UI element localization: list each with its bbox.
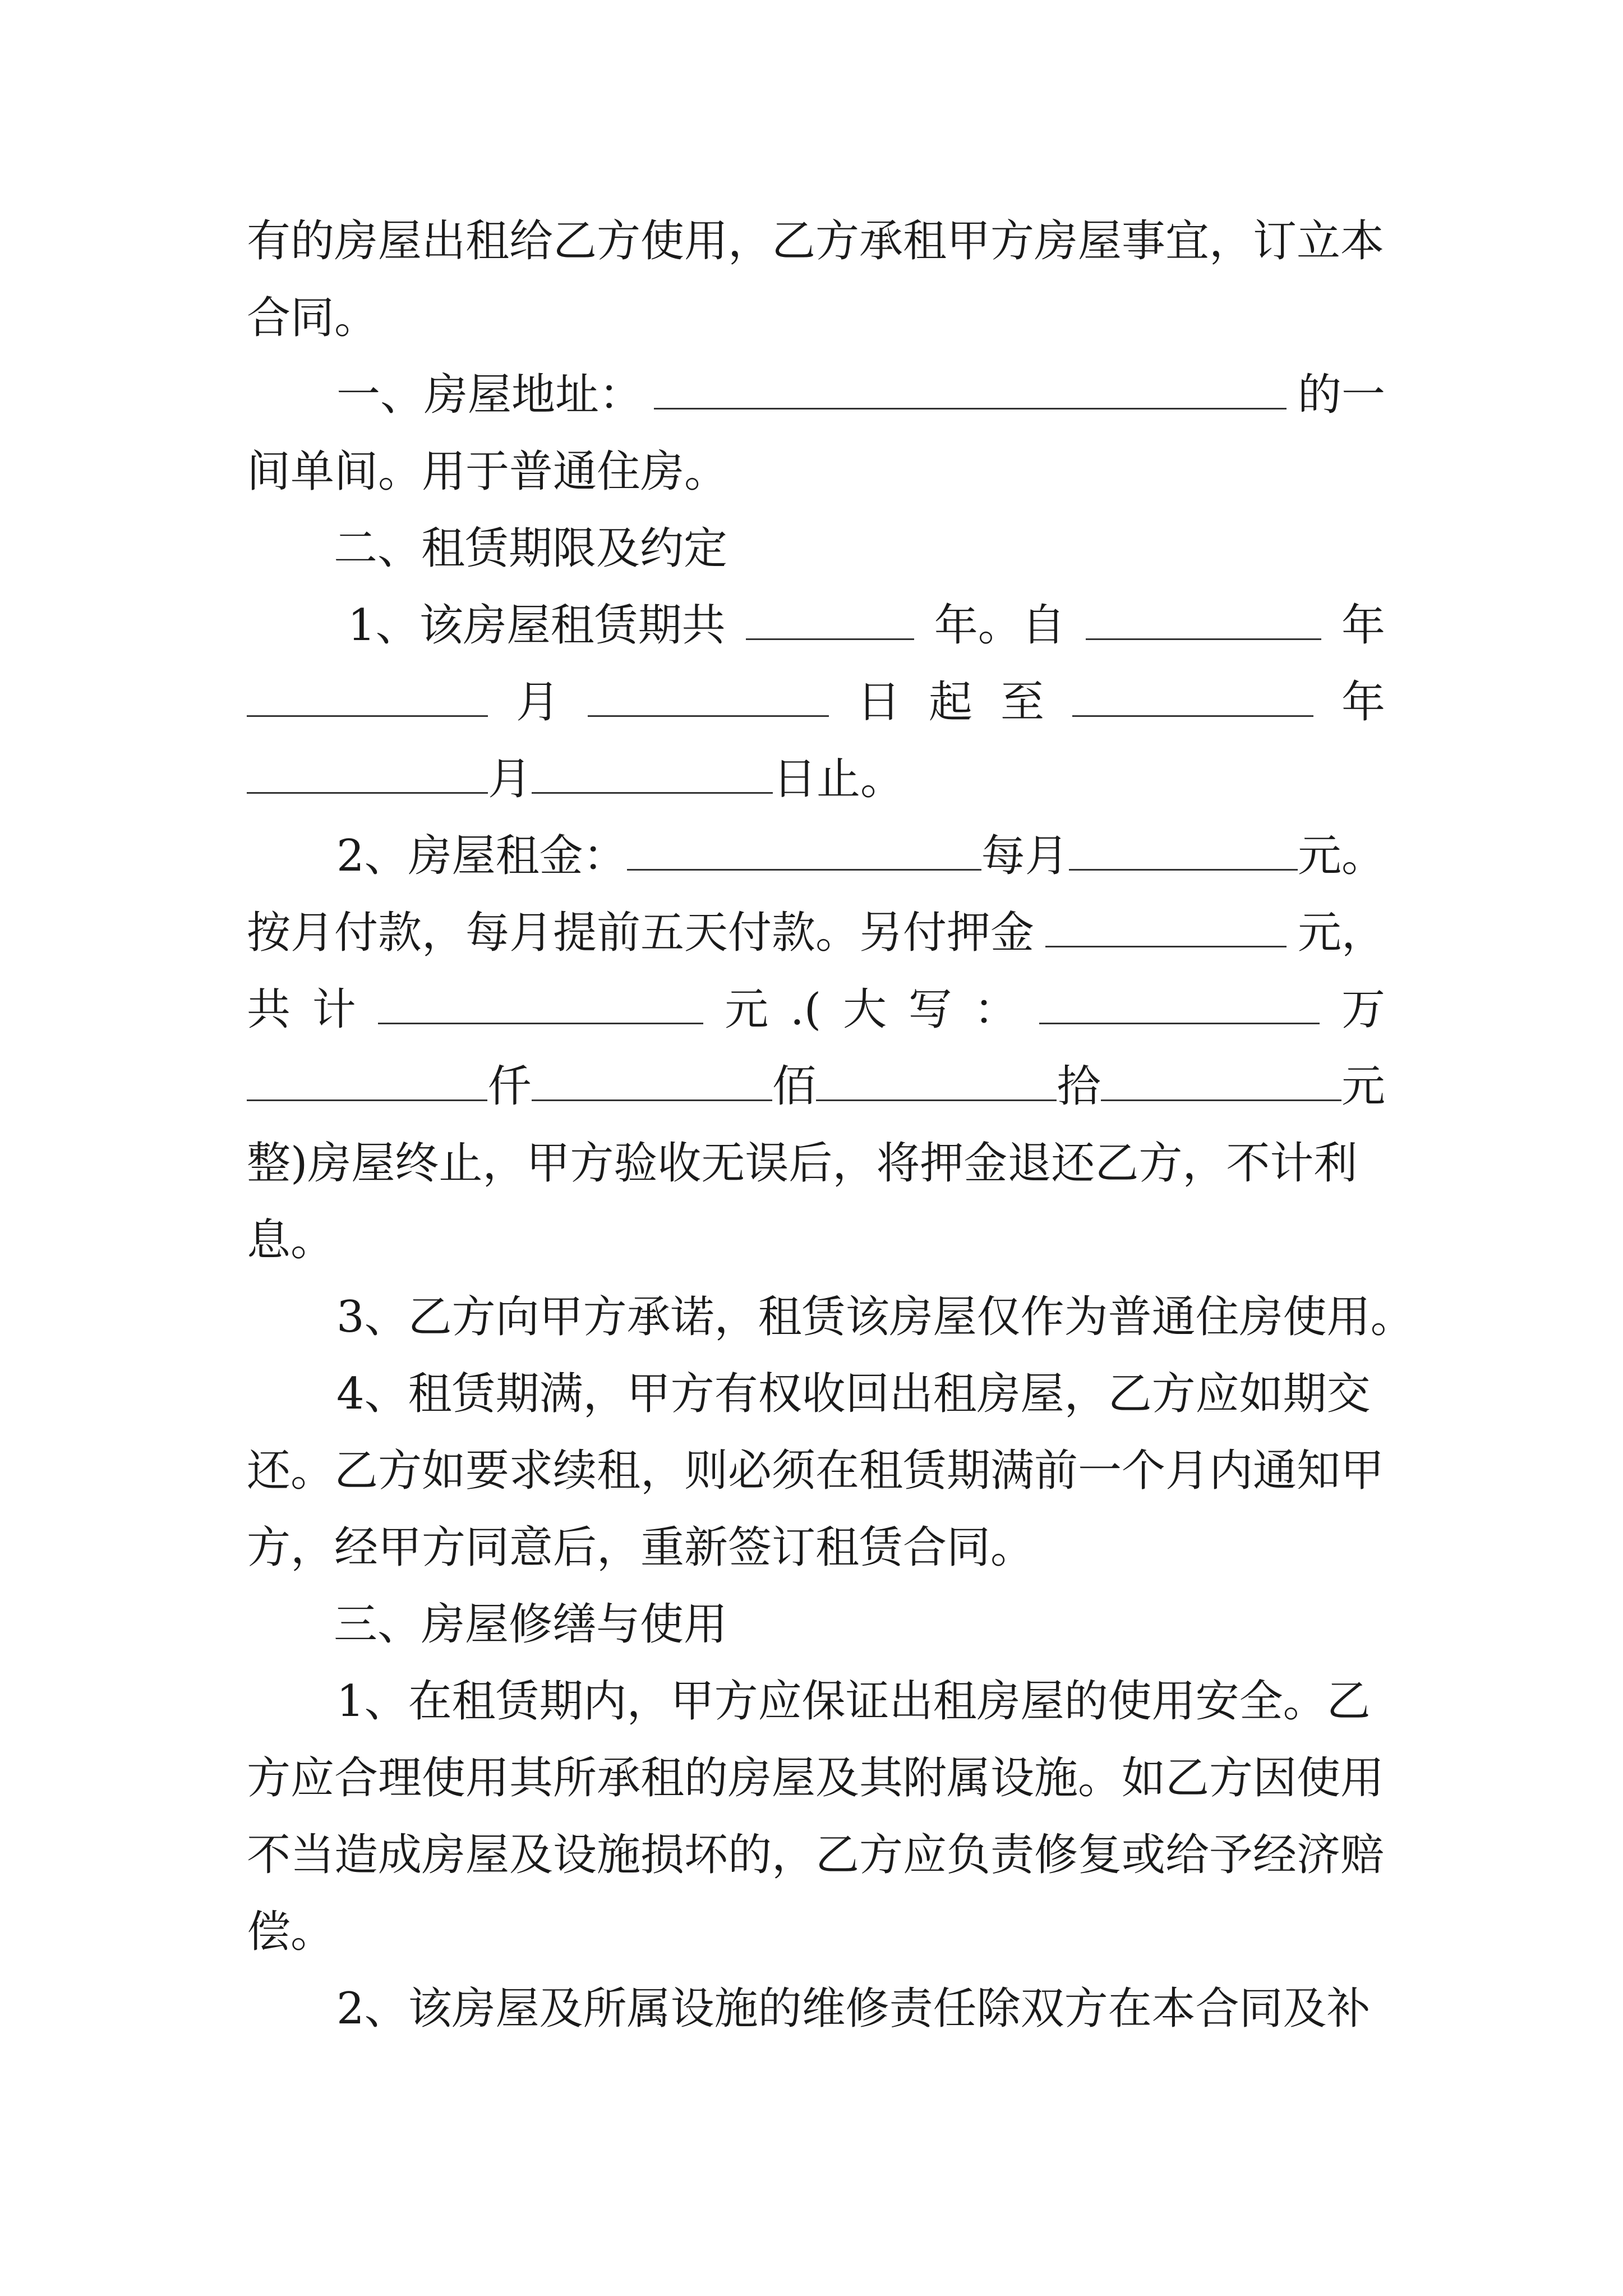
text-fragment: 元 [1341,1061,1385,1112]
lease-period-line [247,595,1385,656]
text-fragment: 起 [928,677,972,728]
section-heading: 三、房屋修缮与使用 [334,1599,728,1650]
text-fragment: ： [974,984,1018,1035]
paragraph-text: 按月付款，每月提前五天付款。另付押金 [247,908,1035,958]
text-fragment: 至 [1000,677,1044,728]
lease-end-line [247,748,1385,810]
text-line [247,1978,1385,2040]
deposit-blank [1045,907,1287,947]
start-year-blank [1086,599,1321,640]
text-line [247,210,1385,272]
rent-line [247,825,1385,887]
clause-text: 2、房屋租金： [336,831,627,881]
text-fragment: 共 [247,984,291,1035]
bai-blank [532,1060,772,1101]
text-line [247,441,1385,503]
text-fragment: 每月 [981,831,1069,881]
end-month-blank [247,753,488,794]
start-day-blank [588,676,829,717]
paragraph-text: 合同。 [247,293,379,343]
yuan-blank [1101,1060,1341,1101]
end-day-blank [532,753,773,794]
text-fragment: 元。 [1297,831,1385,881]
start-month-blank [247,676,488,717]
address-blank [654,369,1287,409]
paragraph-text: 间单间。用于普通住房。 [247,447,728,497]
text-fragment: .( [790,984,822,1035]
text-fragment: 月 [488,754,532,804]
text-line [247,1824,1385,1886]
text-fragment: 日 [856,677,901,728]
wan-blank [1039,983,1320,1024]
text-fragment: 计 [312,984,356,1035]
text-fragment: 年 [1341,677,1385,728]
paragraph-text: 有的房屋出租给乙方使用，乙方承租甲方房屋事宜，订立本 [247,216,1385,266]
section-heading-line [247,518,1385,579]
text-line [247,1517,1385,1579]
clause-text: 4、租赁期满，甲方有权收回出租房屋，乙方应如期交 [336,1369,1371,1419]
shi-blank [816,1060,1057,1101]
text-fragment: 拾 [1057,1061,1101,1112]
text-fragment: 年 [1341,600,1385,651]
paragraph-text: 方，经甲方同意后，重新签订租赁合同。 [247,1522,1035,1573]
paragraph-text: 偿。 [247,1907,335,1957]
rent-blank [627,830,981,871]
text-line [247,1209,1385,1271]
paragraph-text: 方应合理使用其所承租的房屋及其附属设施。如乙方因使用 [247,1753,1385,1803]
section-heading: 一、房屋地址： [336,370,643,420]
text-fragment: 写 [908,984,952,1035]
text-line [247,1671,1385,1732]
text-fragment: 仟 [487,1061,532,1112]
text-fragment: 日止。 [773,754,905,804]
clause-text: 2、该房屋及所属设施的维修责任除双方在本合同及补 [336,1984,1371,2034]
clause-text: 1、在租赁期内，甲方应保证出租房屋的使用安全。乙 [336,1676,1371,1727]
text-fragment: 元， [1297,908,1385,958]
text-line [247,287,1385,349]
section-heading-line [247,1594,1385,1655]
text-line [247,1286,1414,1348]
text-fragment: 元 [725,984,769,1035]
clause-text: 1、该房屋租赁期共 [348,600,726,651]
text-line [247,1363,1385,1425]
text-fragment: 的一 [1297,370,1385,420]
lease-date-line [247,671,1385,733]
capital-amount-line [247,1056,1385,1117]
paragraph-text: 还。乙方如要求续租，则必须在租赁期满前一个月内通知甲 [247,1446,1385,1496]
text-fragment: 年。自 [934,600,1066,651]
text-line [247,1747,1385,1809]
clause-text: 3、乙方向甲方承诺，租赁该房屋仅作为普通住房使用。 [336,1292,1414,1342]
total-line [247,979,1385,1041]
text-fragment: 佰 [772,1061,816,1112]
text-line [247,1440,1385,1502]
address-line [247,364,1385,426]
years-blank [746,599,914,640]
text-line [247,1133,1385,1194]
qian-blank [247,1060,487,1101]
paragraph-text: 息。 [247,1215,335,1266]
section-heading: 二、租赁期限及约定 [334,523,728,574]
end-year-blank [1072,676,1313,717]
monthly-amount-blank [1069,830,1298,871]
paragraph-text: 整)房屋终止，甲方验收无误后，将押金退还乙方，不计利 [247,1138,1358,1189]
text-fragment: 月 [515,677,560,728]
text-line [247,1901,1385,1963]
deposit-line [247,902,1385,964]
total-blank [378,983,703,1024]
text-fragment: 万 [1341,984,1385,1035]
text-fragment: 大 [842,984,887,1035]
paragraph-text: 不当造成房屋及设施损坏的，乙方应负责修复或给予经济赔 [247,1830,1385,1880]
